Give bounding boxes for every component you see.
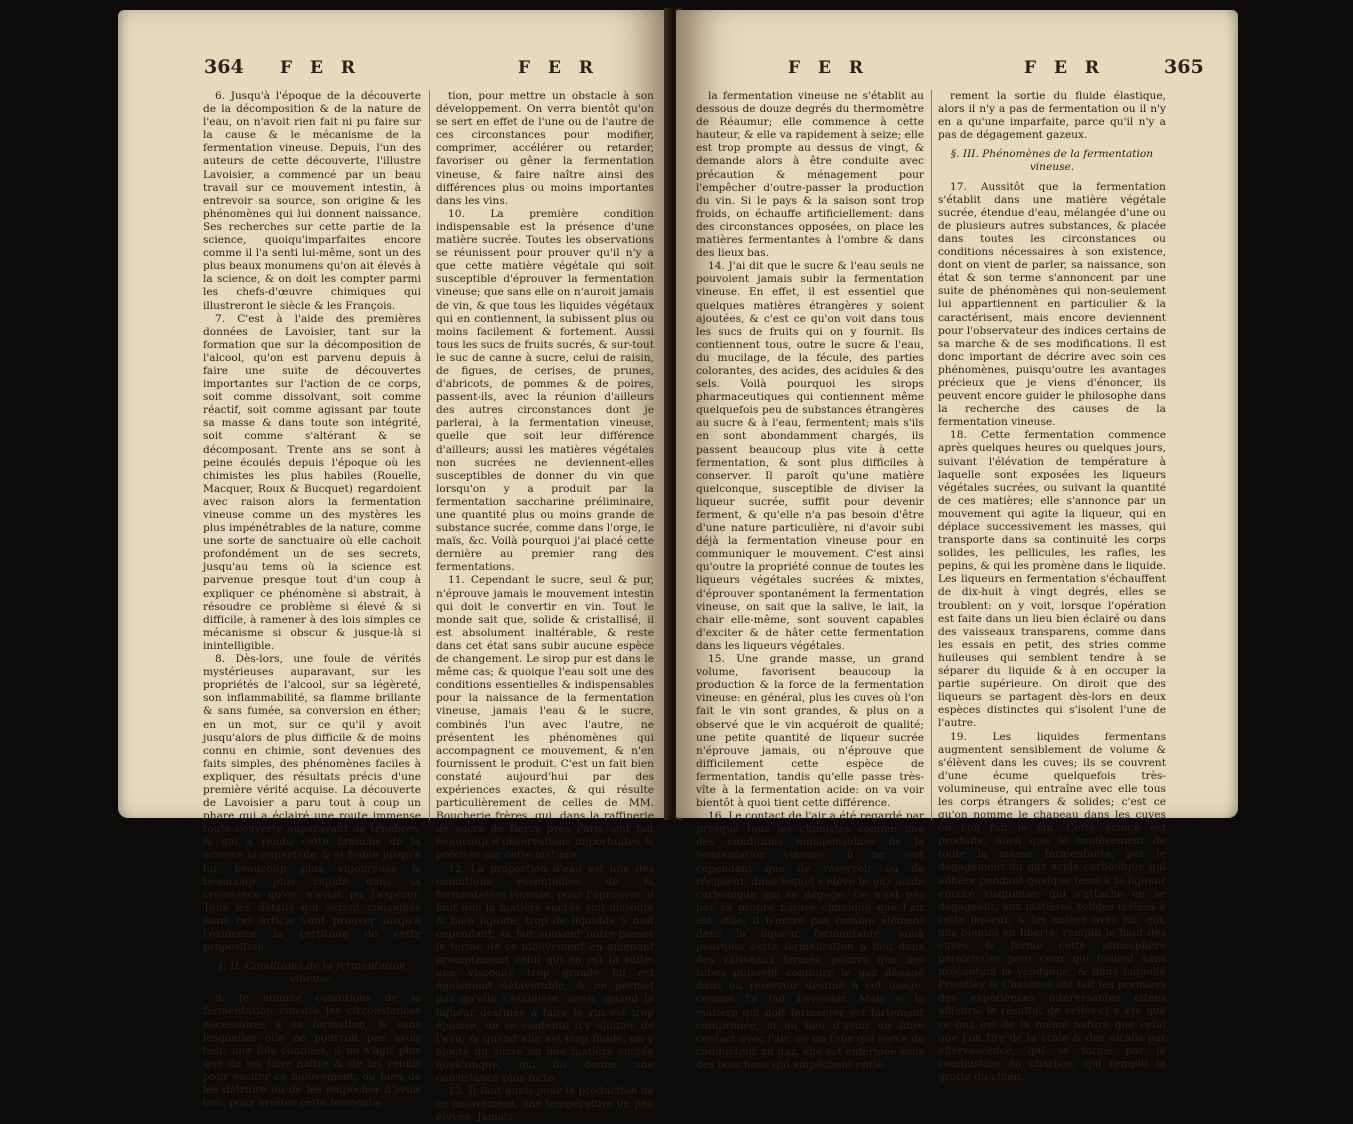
paragraph: 18. Cette fermentation commence après quelques heures ou quelques jours, suivant l'élévation de température à laquelle sont exposées les liqueurs végétales sucrées, ou suivant la quantité de ces matières; elle s'annonce par un mouvement qui agite la liqueur, qui en déplace successivement les masses, qui transporte dans sa continuité les corps solides, les pellicules, les rafles, les pepins, & qui les promène dans le liquide. Les liqueurs en fermentation s'échauffent de dix-huit à vingt degrés, elles se troublent: on y voit, lorsque l'opération est faite dans un lieu bien éclairé ou dans des vaisseaux transparens, comme dans les essais en petit, des stries comme huileuses qui semblent tendre à se séparer du liquide & à en occuper la partie supérieure. On diroit que des liqueurs se partagent dès-lors en deux espèces distinctes qui s'isolent l'une de l'autre. <box>938 429 1166 730</box>
paragraph: rement la sortie du fluide élastique, alors il n'y a pas de fermentation ou il n'y en a qu'une imparfaite, parce qu'il n'y a pas de dégagement gazeux. <box>938 90 1166 142</box>
paragraph: la fermentation vineuse ne s'établit au dessous de douze degrés du thermomètre de Réaumur; elle commence à cette hauteur, & elle va rapidement à seize; elle est trop prompte au dessus de vingt, & demande alors à être conduite avec précaution & ménagement pour l'empêcher d'outre-passer la production du vin. Si le pays & la saison sont trop froids, on échauffe artificiellement: dans des circonstances opposées, on place les matières fermentantes à l'ombre & dans des lieux bas. <box>696 90 924 260</box>
text-column-right <box>938 90 1166 1084</box>
running-header: F E R <box>788 58 869 78</box>
paragraph: 16. Le contact de l'air a été regardé par presque tous les chimistes comme une des conditions indispensables de la fermentation vineuse; il ne sert cependant que de réservoir ou de récipient, dans lequel s'élève le gaz acide carbonique qui se dégage. Ce n'est pas par sa propre nature chimique que l'air est utile; il n'entre pas comme élément dans la liqueur fermentante: voilà pourquoi cette fermentation a lieu dans des vaisseaux fermés, pourvu que des tubes puissent conduire le gaz dégagé dans un réservoir destiné à cet usage, comme l'a fait Lavoisier. Mais si la matière qui doit fermenter est fortement comprimée, si au lieu d'avoir un libre contact avec l'air, ou un tube qui serve de conducteur au gaz, elle est enfermée sous des bouchons qui empêchent entiè- <box>696 810 924 1071</box>
paragraph: 6. Jusqu'à l'époque de la découverte de la décomposition & de la nature de l'eau, on n'avoit rien fait ni pu faire sur la cause & le mécanisme de la fermentation vineuse. Depuis, l'un des auteurs de cette découverte, l'illustre Lavoisier, a commencé par un beau travail sur ce mouvement intestin, à entrevoir sa source, son origine & les phénomènes qui lui donnent naissance. Ses recherches sur cette partie de la science, quoiqu'imparfaites encore comme il l'a senti lui-même, sont un des plus beaux monumens qu'on ait élevés à la science, & on doit les compter parmi les chefs-d'œuvre chimiques qui illustreront le siècle & les François. <box>203 90 421 312</box>
paragraph: 11. Cependant le sucre, seul & pur, n'éprouve jamais le mouvement intestin qui doit le convertir en vin. Tout le monde sait que, solide & cristallisé, il est absolument inaltérable, & reste dans cet état sans subir aucune espèce de changement. Le sirop pur est dans le même cas; & quoique l'eau soit une des conditions essentielles & indispensables pour la naissance de la fermentation vineuse, jamais l'eau & le sucre, combinés l'un avec l'autre, ne présentent les phénomènes qui accompagnent ce mouvement, & n'en fournissent le produit. C'est un fait bien constaté aujourd'hui par des expériences exactes, & qui résulte particulièrement de celles de MM. Boucherie frères, qui, dans la raffinerie de sucre de Bercy près Paris, ont fait beaucoup d'observations importantes & précises sur cette matière. <box>436 574 654 862</box>
text-column-left <box>203 90 421 1110</box>
paragraph: 7. C'est à l'aide des premières données de Lavoisier, tant sur la formation que sur la décomposition de l'alcool, qu'on est parvenu depuis à faire une suite de découvertes importantes sur l'action de ce corps, soit comme dissolvant, soit comme réactif, soit comme agissant par toute sa masse & dans toute son intégrité, soit comme s'altérant & se décomposant. Trente ans se sont à peine écoulés depuis l'époque où les chimistes les plus habiles (Rouelle, Macquer, Roux & Bucquet) regardoient avec raison alors la fermentation vineuse comme un des mystères les plus impénétrables de la nature, comme une sorte de sanctuaire où elle cachoit profondément un de ses secrets, jusqu'au tems où la science est parvenue presque tout d'un coup à expliquer ce phénomène si abstrait, à résoudre ce problème si élevé & si difficile, à ramener à des lois simples ce mécanisme si obscur & jusque-là si inintelligible. <box>203 312 421 652</box>
paragraph: tion, pour mettre un obstacle à son développement. On verra bientôt qu'on se sert en effet de l'une ou de l'autre de ces circonstances pour modifier, comprimer, accélérer ou retarder, favoriser ou gêner la fermentation vineuse, & faire naître ainsi des différences plus ou moins importantes dans les vins. <box>436 90 654 207</box>
text-column-left <box>696 90 924 1072</box>
paragraph: 14. J'ai dit que le sucre & l'eau seuls ne pouvoient jamais subir la fermentation vineuse. En effet, il est essentiel que quelques matières étrangères y soient ajoutées, & c'est ce qu'on voit dans tous les sucs de fruits qui on y fournit. Ils contiennent tous, outre le sucre & l'eau, du mucilage, de la fécule, des parties colorantes, des acides, des acidules & des sels. Voilà pourquoi les sirops pharmaceutiques qui contiennent même quelquefois peu de substances étrangères au sucre & à l'eau, fermentent; mais s'ils en sont abondamment chargés, ils passent beaucoup plus vite à cette fermentation, & sont plus difficiles à conserver. Il paroît qu'une matière quelconque, susceptible de diviser la liqueur sucrée, suffit pour devenir ferment, & qu'elle n'a pas besoin d'être d'une nature particulière, ni d'avoir subi déjà la fermentation vineuse pour en communiquer le mouvement. C'est ainsi qu'outre la propriété connue de toutes les liqueurs végétales sucrées & mixtes, d'éprouver spontanément la fermentation vineuse, on sait que la salive, le lait, la chair elle-même, sont souvent capables d'exciter & de hâter cette fermentation dans les liqueurs végétales. <box>696 260 924 652</box>
paragraph: 9. Je nomme conditions de la fermentation vineuse les circonstances nécessaires à sa formation, & sans lesquelles elle ne pourroit pas avoir lieu: une fois connues, il ne s'agit plus que de les faire naître & de les réunir pour exciter ce mouvement, ou bien de les détruire ou de les empêcher d'avoir lieu, pour arrêter cette fermenta- <box>203 992 421 1110</box>
column-divider <box>429 90 430 820</box>
paragraph: 13. Il faut aussi pour la production de ce mouvement, une température un peu élevée. Jamais <box>436 1085 654 1124</box>
section-heading: §. III. Phénomènes de la fermentation vineuse. <box>950 148 1154 174</box>
paragraph: 10. La première condition indispensable est la présence d'une matière sucrée. Toutes les observations se réunissent pour prouver qu'il n'y a que cette matière végétale qui soit susceptible d'éprouver la fermentation vineuse; que sans elle on n'auroit jamais de vin, & que tous les liquides végétaux qui en contiennent, la subissent plus ou moins facilement & fortement. Aussi tous les sucs de fruits sucrés, & sur-tout le suc de canne à sucre, celui de raisin, de figues, de cerises, de prunes, d'abricots, de pommes & de poires, passent-ils, avec la réunion d'ailleurs des autres circonstances dont je parlerai, à la fermentation vineuse, quelle que soit leur différence d'ailleurs; aussi les matières végétales non sucrées ne deviennent-elles susceptibles de donner du vin que lorsqu'on y a produit par la fermentation saccharine préliminaire, une quantité plus ou moins grande de substance sucrée, comme dans l'orge, le maïs, &c. Voilà pourquoi j'ai placé cette dernière au premier rang des fermentations. <box>436 207 654 574</box>
paragraph: 15. Une grande masse, un grand volume, favorisent beaucoup la production & la force de la fermentation vineuse: en général, plus les cuves où l'on fait le vin sont grandes, & plus on a observé que le vin acquéroit de qualité; une petite quantité de liqueur sucrée n'éprouve jamais, ou n'éprouve que difficilement cette espèce de fermentation, tandis qu'elle passe très-vîte à la fermentation acide: on va voir bientôt à quoi tient cette différence. <box>696 653 924 810</box>
running-header: F E R <box>518 58 599 78</box>
paragraph: 19. Les liquides fermentans augmentent sensiblement de volume & s'élèvent dans les cuves; ils se couvrent d'une écume quelquefois très-volumineuse, qui entraîne avec elle tous les corps étrangers & solides; c'est ce qu'on nomme le chapeau dans les cuves où l'on fait le vin. Cette écume est produite, ainsi que le soulèvement de toute la masse fermentante, par le dégagement du gaz acide carbonique qui adhère pendant quelque tems à la liqueur encore visqueuse; qui s'attache en se dégageant, aux matières solides mêlées à cette liqueur, & les enlève avec lui; qui, mis bientôt en liberté, remplit le haut des cuves & forme cette atmosphère pernicieuse pour ceux qui foulent sans précaution la vendange, & dans laquelle Priestley & Chaulnes ont fait les premiers des expériences intéressantes citées ailleurs: le résultat de celles-ci a été que ce gaz est de la même nature que celui que l'on tire de la craie & des alcalis par effervescence, qui se forme par la combustion du charbon, qui remplit la grotte du chien, <box>938 730 1166 1083</box>
running-header: F E R <box>1024 58 1105 78</box>
paragraph: 8. Dès-lors, une foule de vérités mystérieuses auparavant, sur les propriétés de l'alcool, sur sa légèreté, son inflammabilité, sa flamme brillante & sans fumée, sa conversion en éther; en un mot, sur ce qu'il y avoit jusqu'alors de plus difficile & de moins connu en chimie, sont devenues des faits simples, des phénomènes faciles à expliquer, des résultats précis d'une première vérité acquise. La découverte de Lavoisier a paru tout à coup un phare qui a éclairé une route immense toute couverte auparavant de ténèbres, & qui a rendu cette branche de la science si imparfaite & si foible jusqu'à lui, beaucoup plus vigoureuse & beaucoup plus rapide dans sa croissance qu'on n'avoit pu l'espérer. Tous les détails qui seront consignés dans cet article vont prouver jusqu'à l'évidence la certitude de cette proposition. <box>203 653 421 954</box>
text-column-right <box>436 90 654 1124</box>
page-number: 365 <box>1164 56 1204 78</box>
running-header: F E R <box>280 58 361 78</box>
page-number: 364 <box>204 56 244 78</box>
section-heading: §. II. Conditions de la fermentation vineuse. <box>218 960 406 986</box>
column-divider <box>931 90 932 820</box>
left-page <box>118 10 670 1124</box>
right-page <box>676 10 1238 1083</box>
paragraph: 12. La proportion d'eau est une des conditions essentielles de la fermentation vineuse: pour l'éprouver, il faut que la matière sucrée soit dissoute & bien liquide; trop de liquidité y nuit cependant, & fait souvent outre-passer le terme de ce mouvement en amenant promptement celui qui en est la suite: une viscosité trop grande lui est également défavorable, & ne permet pas qu'elle s'établisse; aussi, quand la liqueur destinée à faire le vin est trop épaisse, on se contente d'y ajouter de l'eau; & quand elle est trop fluide, on y ajoute du sucre ou une matière sucrée quelconque, qui lui donne une consistance plus forte. <box>436 862 654 1085</box>
paragraph: 17. Aussitôt que la fermentation s'établit dans une matière végétale sucrée, étendue d'eau, mélangée d'une ou de plusieurs autres substances, & placée dans toutes les circonstances ou conditions nécessaires à son existence, dont on vient de parler, sa naissance, son état & son terme s'annoncent par une suite de phénomènes qui non-seulement lui appartiennent en particulier & la caractérisent, mais encore deviennent pour l'observateur des indices certains de sa marche & de ses modifications. Il est donc important de décrire avec soin ces phénomènes, puisqu'outre les avantages précieux que je viens d'énoncer, ils peuvent encore guider le philosophe dans la recherche des causes de la fermentation vineuse. <box>938 180 1166 429</box>
